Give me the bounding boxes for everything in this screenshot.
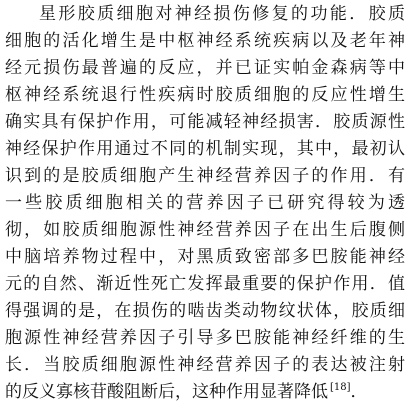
- paragraph-line-11: 元的自然、渐近性死亡发挥最重要的保护作用．值: [5, 274, 405, 294]
- paragraph-line-12: 得强调的是，在损伤的啮齿类动物纹状体，胶质细: [5, 301, 405, 321]
- citation-reference: [18]: [330, 382, 351, 394]
- paragraph-line-1: 星形胶质细胞对神经损伤修复的功能．胶质: [39, 4, 405, 24]
- paragraph-line-5: 确实具有保护作用，可能减轻神经损害．胶质源性: [5, 112, 405, 132]
- sentence-end-punctuation: ．: [350, 382, 368, 402]
- paragraph-line-10: 中脑培养物过程中，对黑质致密部多巴胺能神经: [5, 247, 405, 267]
- paragraph-line-8: 一些胶质细胞相关的营养因子已研究得较为透: [5, 193, 405, 213]
- paragraph-line-14: 长．当胶质细胞源性神经营养因子的表达被注射: [5, 355, 405, 375]
- paragraph-line-4: 枢神经系统退行性疾病时胶质细胞的反应性增生: [5, 85, 405, 105]
- paragraph-line-3: 经元损伤最普遍的反应，并已证实帕金森病等中: [5, 58, 405, 78]
- paragraph-line-7: 识到的是胶质细胞产生神经营养因子的作用．有: [5, 166, 405, 186]
- paragraph-line-6: 神经保护作用通过不同的机制实现，其中，最初认: [5, 139, 405, 159]
- paragraph-line-2: 细胞的活化增生是中枢神经系统疾病以及老年神: [5, 31, 405, 51]
- paragraph-line-15: [5, 381, 368, 404]
- paragraph-line-15-text: 的反义寡核苷酸阻断后，这种作用显著降低: [5, 382, 328, 402]
- paragraph-line-13: 胞源性神经营养因子引导多巴胺能神经纤维的生: [5, 328, 405, 348]
- paragraph-line-9: 彻，如胶质细胞源性神经营养因子在出生后腹侧: [5, 220, 405, 240]
